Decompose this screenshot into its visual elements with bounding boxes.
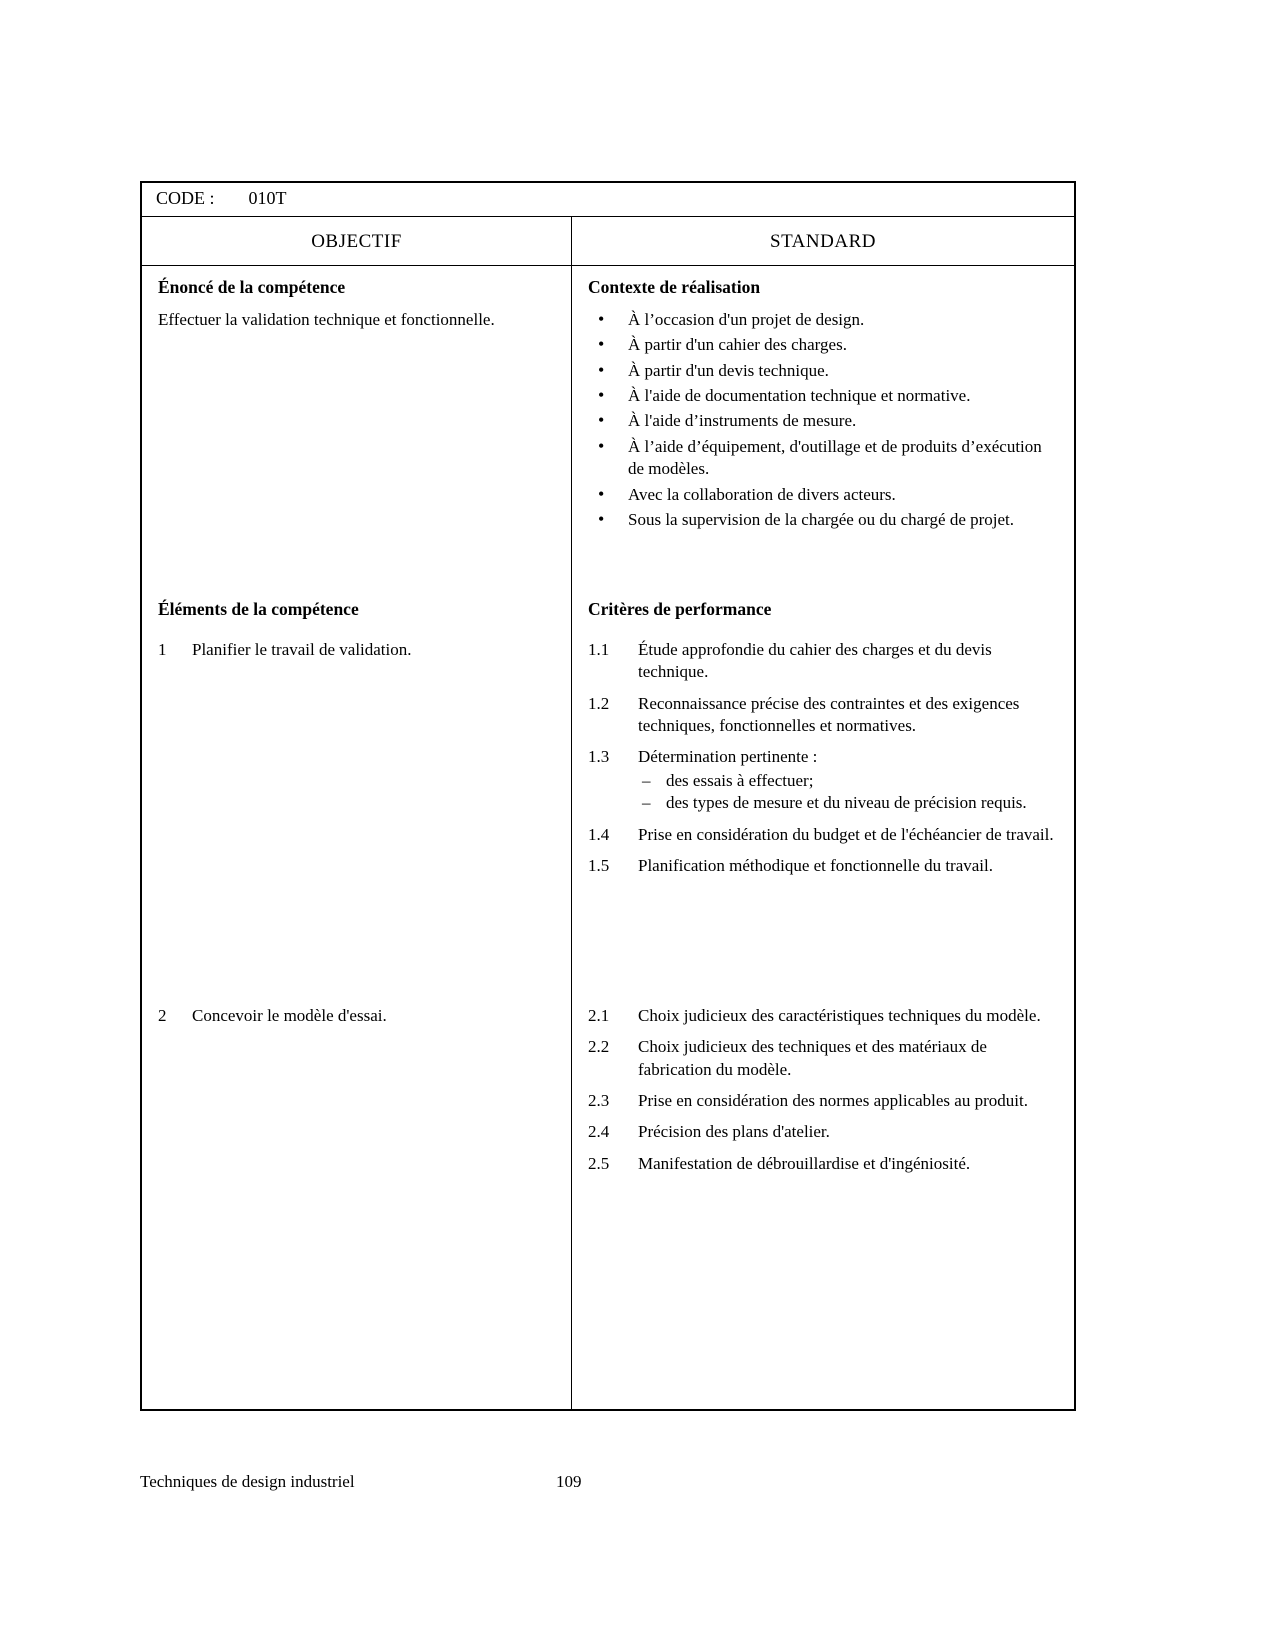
critere-number: 2.3 xyxy=(588,1091,610,1110)
critere-item xyxy=(588,1153,1058,1175)
contexte-item: • À l'aide d’instruments de mesure. xyxy=(588,410,1058,432)
page-footer xyxy=(140,1472,1076,1492)
critere-subitem: – des essais à effectuer; xyxy=(638,770,1058,792)
critere-item xyxy=(588,1005,1058,1027)
critere-item xyxy=(588,1121,1058,1143)
element-item xyxy=(158,639,555,661)
contexte-item: • À partir d'un devis technique. xyxy=(588,360,1058,382)
table-body xyxy=(142,266,1074,1409)
critere-text: Planification méthodique et fonctionnelle du travail. xyxy=(638,856,994,876)
element-item xyxy=(158,1005,555,1027)
criteres-group-2-cell xyxy=(572,995,1074,1191)
critere-number: 1.1 xyxy=(588,639,610,659)
critere-item xyxy=(588,746,1058,814)
element-number: 2 xyxy=(158,1005,167,1025)
critere-item xyxy=(588,693,1058,738)
critere-item xyxy=(588,824,1058,846)
footer-document-title: Techniques de design industriel xyxy=(140,1472,355,1491)
critere-number: 1.5 xyxy=(588,856,610,876)
document-table xyxy=(140,181,1076,1411)
contexte-list xyxy=(588,309,1058,532)
element-number: 1 xyxy=(158,639,167,659)
column-header-standard: STANDARD xyxy=(770,230,876,252)
filler-left xyxy=(142,1190,572,1409)
critere-text: Prise en considération du budget et de l'échéancier de travail. xyxy=(638,824,1054,844)
code-row xyxy=(142,183,1074,217)
critere-number: 2.4 xyxy=(588,1122,610,1142)
enonce-text: Effectuer la validation technique et fonctionnelle. xyxy=(158,309,495,329)
criteres-heading: Critères de performance xyxy=(588,598,772,619)
critere-text: Choix judicieux des techniques et des matériaux de fabrication du modèle. xyxy=(638,1037,987,1079)
critere-number: 2.5 xyxy=(588,1153,610,1173)
footer-page-number: 109 xyxy=(556,1472,582,1491)
critere-number: 1.2 xyxy=(588,693,610,713)
critere-item xyxy=(588,1036,1058,1081)
contexte-item: • À l’occasion d'un projet de design. xyxy=(588,309,1058,331)
critere-number: 1.4 xyxy=(588,824,610,844)
filler-right xyxy=(572,1190,1074,1409)
contexte-item: • À l’aide d’équipement, d'outillage et de produits d’exécution de modèles. xyxy=(588,436,1058,481)
contexte-item: • À l'aide de documentation technique et normative. xyxy=(588,385,1058,407)
enonce-heading: Énoncé de la compétence xyxy=(158,276,346,297)
elements-heading-cell xyxy=(142,588,572,629)
critere-text: Précision des plans d'atelier. xyxy=(638,1122,830,1142)
element-text: Concevoir le modèle d'essai. xyxy=(192,1005,387,1025)
contexte-heading: Contexte de réalisation xyxy=(588,276,761,297)
contexte-item: • À partir d'un cahier des charges. xyxy=(588,334,1058,356)
contexte-cell xyxy=(572,266,1074,588)
critere-number: 2.2 xyxy=(588,1037,610,1057)
critere-subitem: – des types de mesure et du niveau de précision requis. xyxy=(638,792,1058,814)
contexte-item: • Sous la supervision de la chargée ou du chargé de projet. xyxy=(588,509,1058,531)
critere-text-main: Détermination pertinente : xyxy=(638,747,818,767)
enonce-cell xyxy=(142,266,572,588)
criteres-group-1-cell xyxy=(572,629,1074,995)
element-text: Planifier le travail de validation. xyxy=(192,639,412,659)
critere-sublist xyxy=(638,770,1058,815)
critere-text xyxy=(638,746,1058,814)
critere-item xyxy=(588,1090,1058,1112)
critere-text: Étude approfondie du cahier des charges et du devis technique. xyxy=(638,639,992,682)
criteres-heading-cell xyxy=(572,588,1074,629)
column-header-row xyxy=(142,217,1074,266)
elements-heading: Éléments de la compétence xyxy=(158,598,359,619)
element-1-cell xyxy=(142,629,572,995)
column-header-objectif: OBJECTIF xyxy=(142,217,572,265)
code-value: 010T xyxy=(248,188,287,208)
critere-number: 2.1 xyxy=(588,1005,610,1025)
contexte-item: • Avec la collaboration de divers acteurs. xyxy=(588,484,1058,506)
critere-number: 1.3 xyxy=(588,747,610,767)
critere-text: Reconnaissance précise des contraintes et des exigences techniques, fonctionnelles et normatives. xyxy=(638,693,1020,735)
critere-text: Prise en considération des normes applicables au produit. xyxy=(638,1091,1028,1110)
code-label: CODE : xyxy=(156,188,215,208)
element-2-cell xyxy=(142,995,572,1191)
critere-text: Choix judicieux des caractéristiques techniques du modèle. xyxy=(638,1005,1041,1025)
critere-item xyxy=(588,639,1058,684)
critere-item xyxy=(588,855,1058,877)
critere-text: Manifestation de débrouillardise et d'ingéniosité. xyxy=(638,1153,971,1173)
